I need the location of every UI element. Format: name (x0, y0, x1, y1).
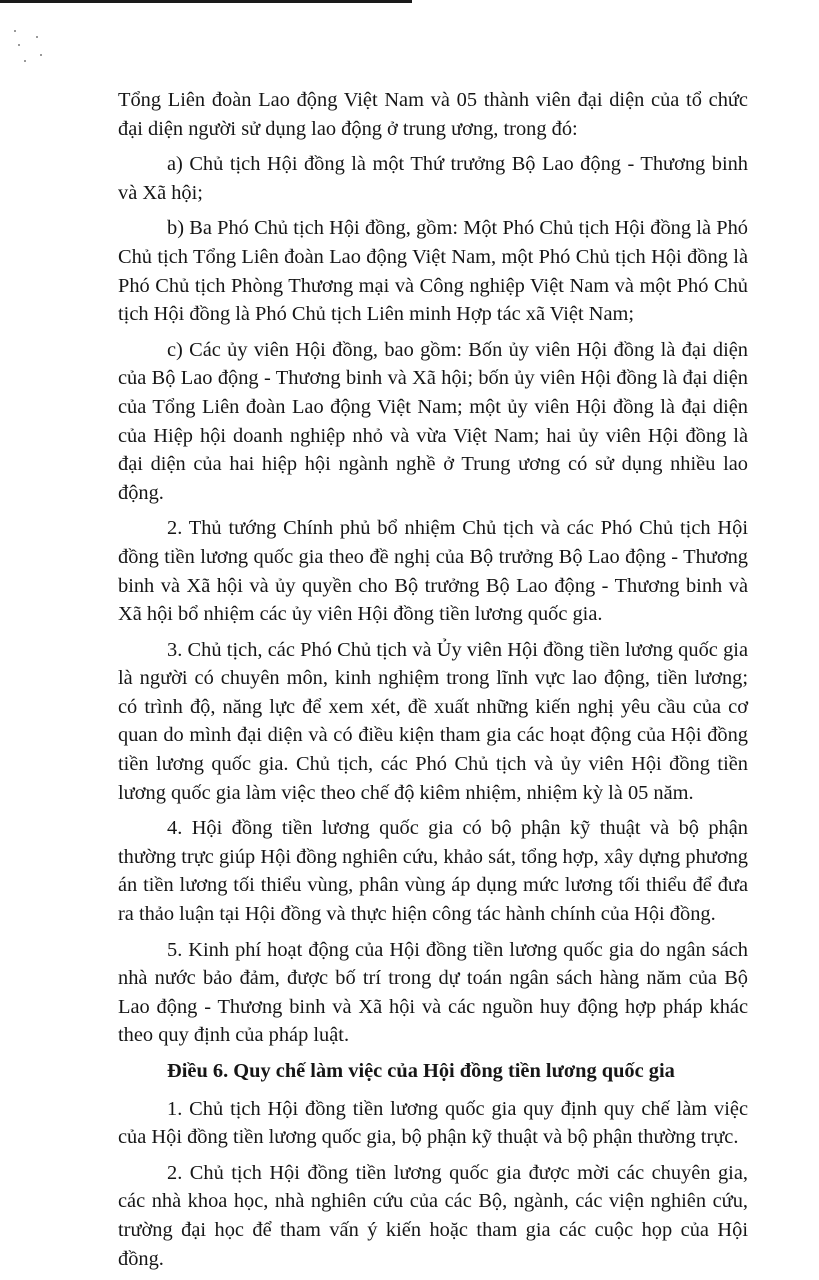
article-6-heading: Điều 6. Quy chế làm việc của Hội đồng tiền lương quốc gia (167, 1060, 675, 1082)
article-6-item-2: 2. Chủ tịch Hội đồng tiền lương quốc gia được mời các chuyên gia, các nhà khoa học, nhà nghiên cứu của các Bộ, ngành, các viện nghiên cứu, trường đại học để tham vấn ý kiến hoặc tham gia các cuộc họp của Hội đồng. (118, 1161, 748, 1270)
item-4-technical-unit: 4. Hội đồng tiền lương quốc gia có bộ phận kỹ thuật và bộ phận thường trực giúp Hội đồng nghiên cứu, khảo sát, tổng hợp, xây dựng phương án tiền lương tối thiểu vùng, phân vùng áp dụng mức lương tối thiểu để đưa ra thảo luận tại Hội đồng và thực hiện công tác hành chính của Hội đồng. (118, 817, 748, 926)
article-6-item-1: 1. Chủ tịch Hội đồng tiền lương quốc gia quy định quy chế làm việc của Hội đồng tiền lương quốc gia, bộ phận kỹ thuật và bộ phận thường trực. (118, 1097, 748, 1149)
clause-a-chairman: a) Chủ tịch Hội đồng là một Thứ trưởng Bộ Lao động - Thương binh và Xã hội; (118, 153, 748, 204)
top-border-line (0, 0, 412, 3)
continuation-paragraph: Tổng Liên đoàn Lao động Việt Nam và 05 thành viên đại diện của tổ chức đại diện người sử dụng lao động ở trung ương, trong đó: (118, 89, 748, 140)
item-2-appointment: 2. Thủ tướng Chính phủ bổ nhiệm Chủ tịch và các Phó Chủ tịch Hội đồng tiền lương quốc gia theo đề nghị của Bộ trưởng Bộ Lao động - Thương binh và Xã hội và ủy quyền cho Bộ trưởng Bộ Lao động - Thương binh và Xã hội bổ nhiệm các ủy viên Hội đồng tiền lương quốc gia. (118, 517, 748, 626)
clause-c-members: c) Các ủy viên Hội đồng, bao gồm: Bốn ủy viên Hội đồng là đại diện của Bộ Lao động - Thương binh và Xã hội; bốn ủy viên Hội đồng là đại diện của Tổng Liên đoàn Lao động Việt Nam; một ủy viên Hội đồng là đại diện của Hiệp hội doanh nghiệp nhỏ và vừa Việt Nam; hai ủy viên Hội đồng là đại diện của hai hiệp hội ngành nghề ở Trung ương có sử dụng nhiều lao động. (118, 338, 748, 504)
item-3-qualifications: 3. Chủ tịch, các Phó Chủ tịch và Ủy viên Hội đồng tiền lương quốc gia là người có chuyên môn, kinh nghiệm trong lĩnh vực lao động, tiền lương; có trình độ, năng lực để xem xét, đề xuất những kiến nghị yêu cầu của cơ quan do mình đại diện và có điều kiện tham gia các hoạt động của Hội đồng tiền lương quốc gia. Chủ tịch, các Phó Chủ tịch và ủy viên Hội đồng tiền lương quốc gia làm việc theo chế độ kiêm nhiệm, nhiệm kỳ là 05 năm. (118, 638, 748, 804)
scan-noise-marks (14, 30, 54, 70)
document-body (118, 86, 748, 1280)
item-5-funding: 5. Kinh phí hoạt động của Hội đồng tiền lương quốc gia do ngân sách nhà nước bảo đảm, được bố trí trong dự toán ngân sách hàng năm của Bộ Lao động - Thương binh và Xã hội và các nguồn huy động hợp pháp khác theo quy định của pháp luật. (118, 938, 748, 1047)
clause-b-vice-chairmen: b) Ba Phó Chủ tịch Hội đồng, gồm: Một Phó Chủ tịch Hội đồng là Phó Chủ tịch Tổng Liên đoàn Lao động Việt Nam, một Phó Chủ tịch Hội đồng là Phó Chủ tịch Phòng Thương mại và Công nghiệp Việt Nam và một Phó Chủ tịch Hội đồng là Phó Chủ tịch Liên minh Hợp tác xã Việt Nam; (118, 217, 748, 326)
